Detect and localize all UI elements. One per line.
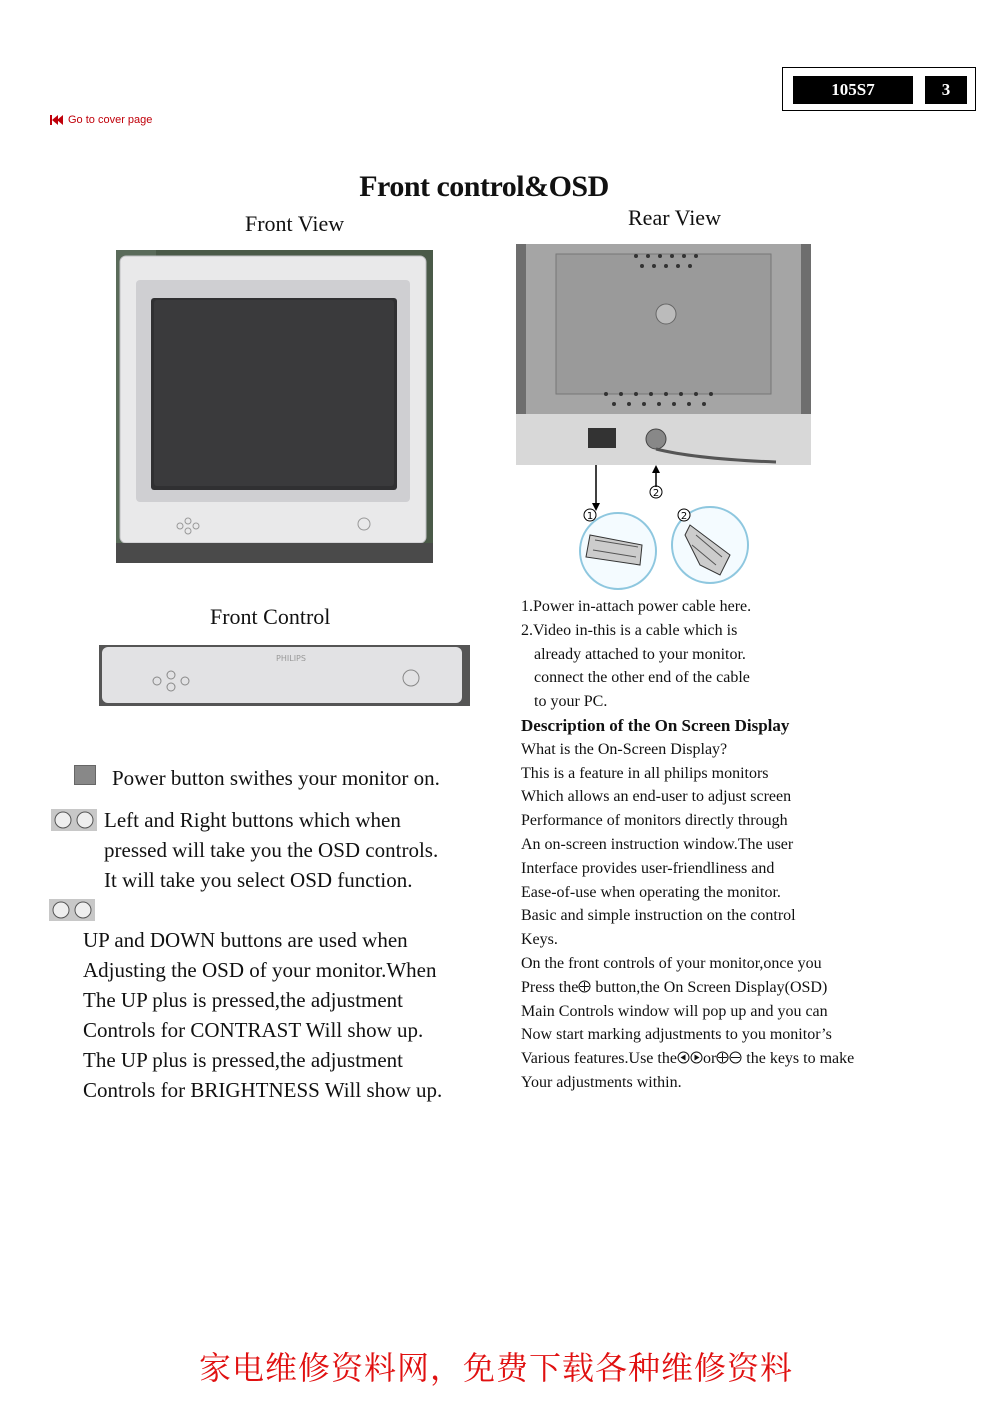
power-button-icon xyxy=(74,765,96,785)
osd-line-4: Performance of monitors directly through xyxy=(521,812,788,830)
osd-line-5: An on-screen instruction window.The user xyxy=(521,835,794,853)
page-number: 3 xyxy=(925,76,967,104)
left-right-line-1: Left and Right buttons which when xyxy=(104,808,401,832)
osd-line-10: On the front controls of your monitor,once you xyxy=(521,954,822,972)
front-view-image xyxy=(116,250,433,563)
rear-note-5: to your PC. xyxy=(534,693,608,711)
osd-line-8: Basic and simple instruction on the control xyxy=(521,907,796,925)
osd-line-9: Keys. xyxy=(521,931,558,949)
power-text: Power button swithes your monitor on. xyxy=(112,766,440,790)
left-right-text xyxy=(104,805,438,895)
up-down-line-5: The UP plus is pressed,the adjustment xyxy=(83,1048,404,1072)
up-down-line-2: Adjusting the OSD of your monitor.When xyxy=(83,958,437,982)
rear-view-image xyxy=(516,244,811,465)
osd-last-line: Your adjustments within. xyxy=(521,1073,682,1091)
marker-1: 1 xyxy=(586,511,594,522)
osd-press-post: button,the On Screen Display(OSD) xyxy=(591,978,828,996)
left-arrow-icon xyxy=(677,1051,690,1064)
rear-note-3: already attached to your monitor. xyxy=(534,645,746,663)
osd-various-or: or xyxy=(702,1050,717,1068)
up-down-line-6: Controls for BRIGHTNESS Will show up. xyxy=(83,1078,443,1102)
plus-icon xyxy=(578,980,591,993)
page-title: Front control&OSD xyxy=(359,170,609,203)
rewind-icon xyxy=(50,115,64,125)
cover-link[interactable] xyxy=(50,114,152,126)
rear-notes xyxy=(521,595,941,714)
left-right-line-2: pressed will take you the OSD controls. xyxy=(104,838,439,862)
up-down-line-1: UP and DOWN buttons are used when xyxy=(83,928,408,952)
front-view-caption: Front View xyxy=(245,211,345,236)
cover-link-label: Go to cover page xyxy=(68,114,153,126)
osd-line-7: Ease-of-use when operating the monitor. xyxy=(521,883,781,901)
front-control-brand: PHILIPS xyxy=(276,654,306,663)
up-down-buttons-icon xyxy=(49,899,95,921)
osd-various-post: the keys to make xyxy=(742,1050,855,1068)
osd-heading: Description of the On Screen Display xyxy=(521,716,790,735)
up-down-line-3: The UP plus is pressed,the adjustment xyxy=(83,988,404,1012)
osd-various-pre: Various features.Use the xyxy=(521,1050,677,1068)
osd-line-2: This is a feature in all philips monitors xyxy=(521,764,769,782)
rear-note-4: connect the other end of the cable xyxy=(534,669,750,687)
osd-line-1: What is the On-Screen Display? xyxy=(521,740,728,758)
front-control-image xyxy=(99,645,470,706)
up-down-line-4: Controls for CONTRAST Will show up. xyxy=(83,1018,424,1042)
osd-various-line xyxy=(521,1047,941,1071)
left-right-line-3: It will take you select OSD function. xyxy=(104,868,413,892)
osd-line-11: Main Controls window will pop up and you can xyxy=(521,1002,828,1020)
model-number: 105S7 xyxy=(793,76,913,104)
osd-line-6: Interface provides user-friendliness and xyxy=(521,859,775,877)
osd-press-pre: Press the xyxy=(521,978,579,996)
marker-2: 2 xyxy=(680,511,688,522)
rear-note-1: 1.Power in-attach power cable here. xyxy=(521,598,752,615)
connector-diagram xyxy=(560,465,760,590)
osd-line-12: Now start marking adjustments to you monitor’s xyxy=(521,1026,832,1044)
left-right-buttons-icon xyxy=(51,809,97,831)
plus-icon xyxy=(716,1051,729,1064)
right-arrow-icon xyxy=(690,1051,703,1064)
osd-press-line xyxy=(521,976,941,1000)
marker-2-top: 2 xyxy=(652,488,660,499)
rear-note-2: 2.Video in-this is a cable which is xyxy=(521,621,738,639)
footer-banner: 家电维修资料网，免费下载各种维修资料 xyxy=(198,1349,793,1387)
osd-line-3: Which allows an end-user to adjust screen xyxy=(521,788,792,806)
minus-icon xyxy=(729,1051,742,1064)
rear-view-caption: Rear View xyxy=(628,205,721,230)
up-down-text xyxy=(83,925,442,1105)
header-box xyxy=(782,67,976,111)
front-control-caption: Front Control xyxy=(210,604,331,629)
osd-description xyxy=(521,714,941,1095)
